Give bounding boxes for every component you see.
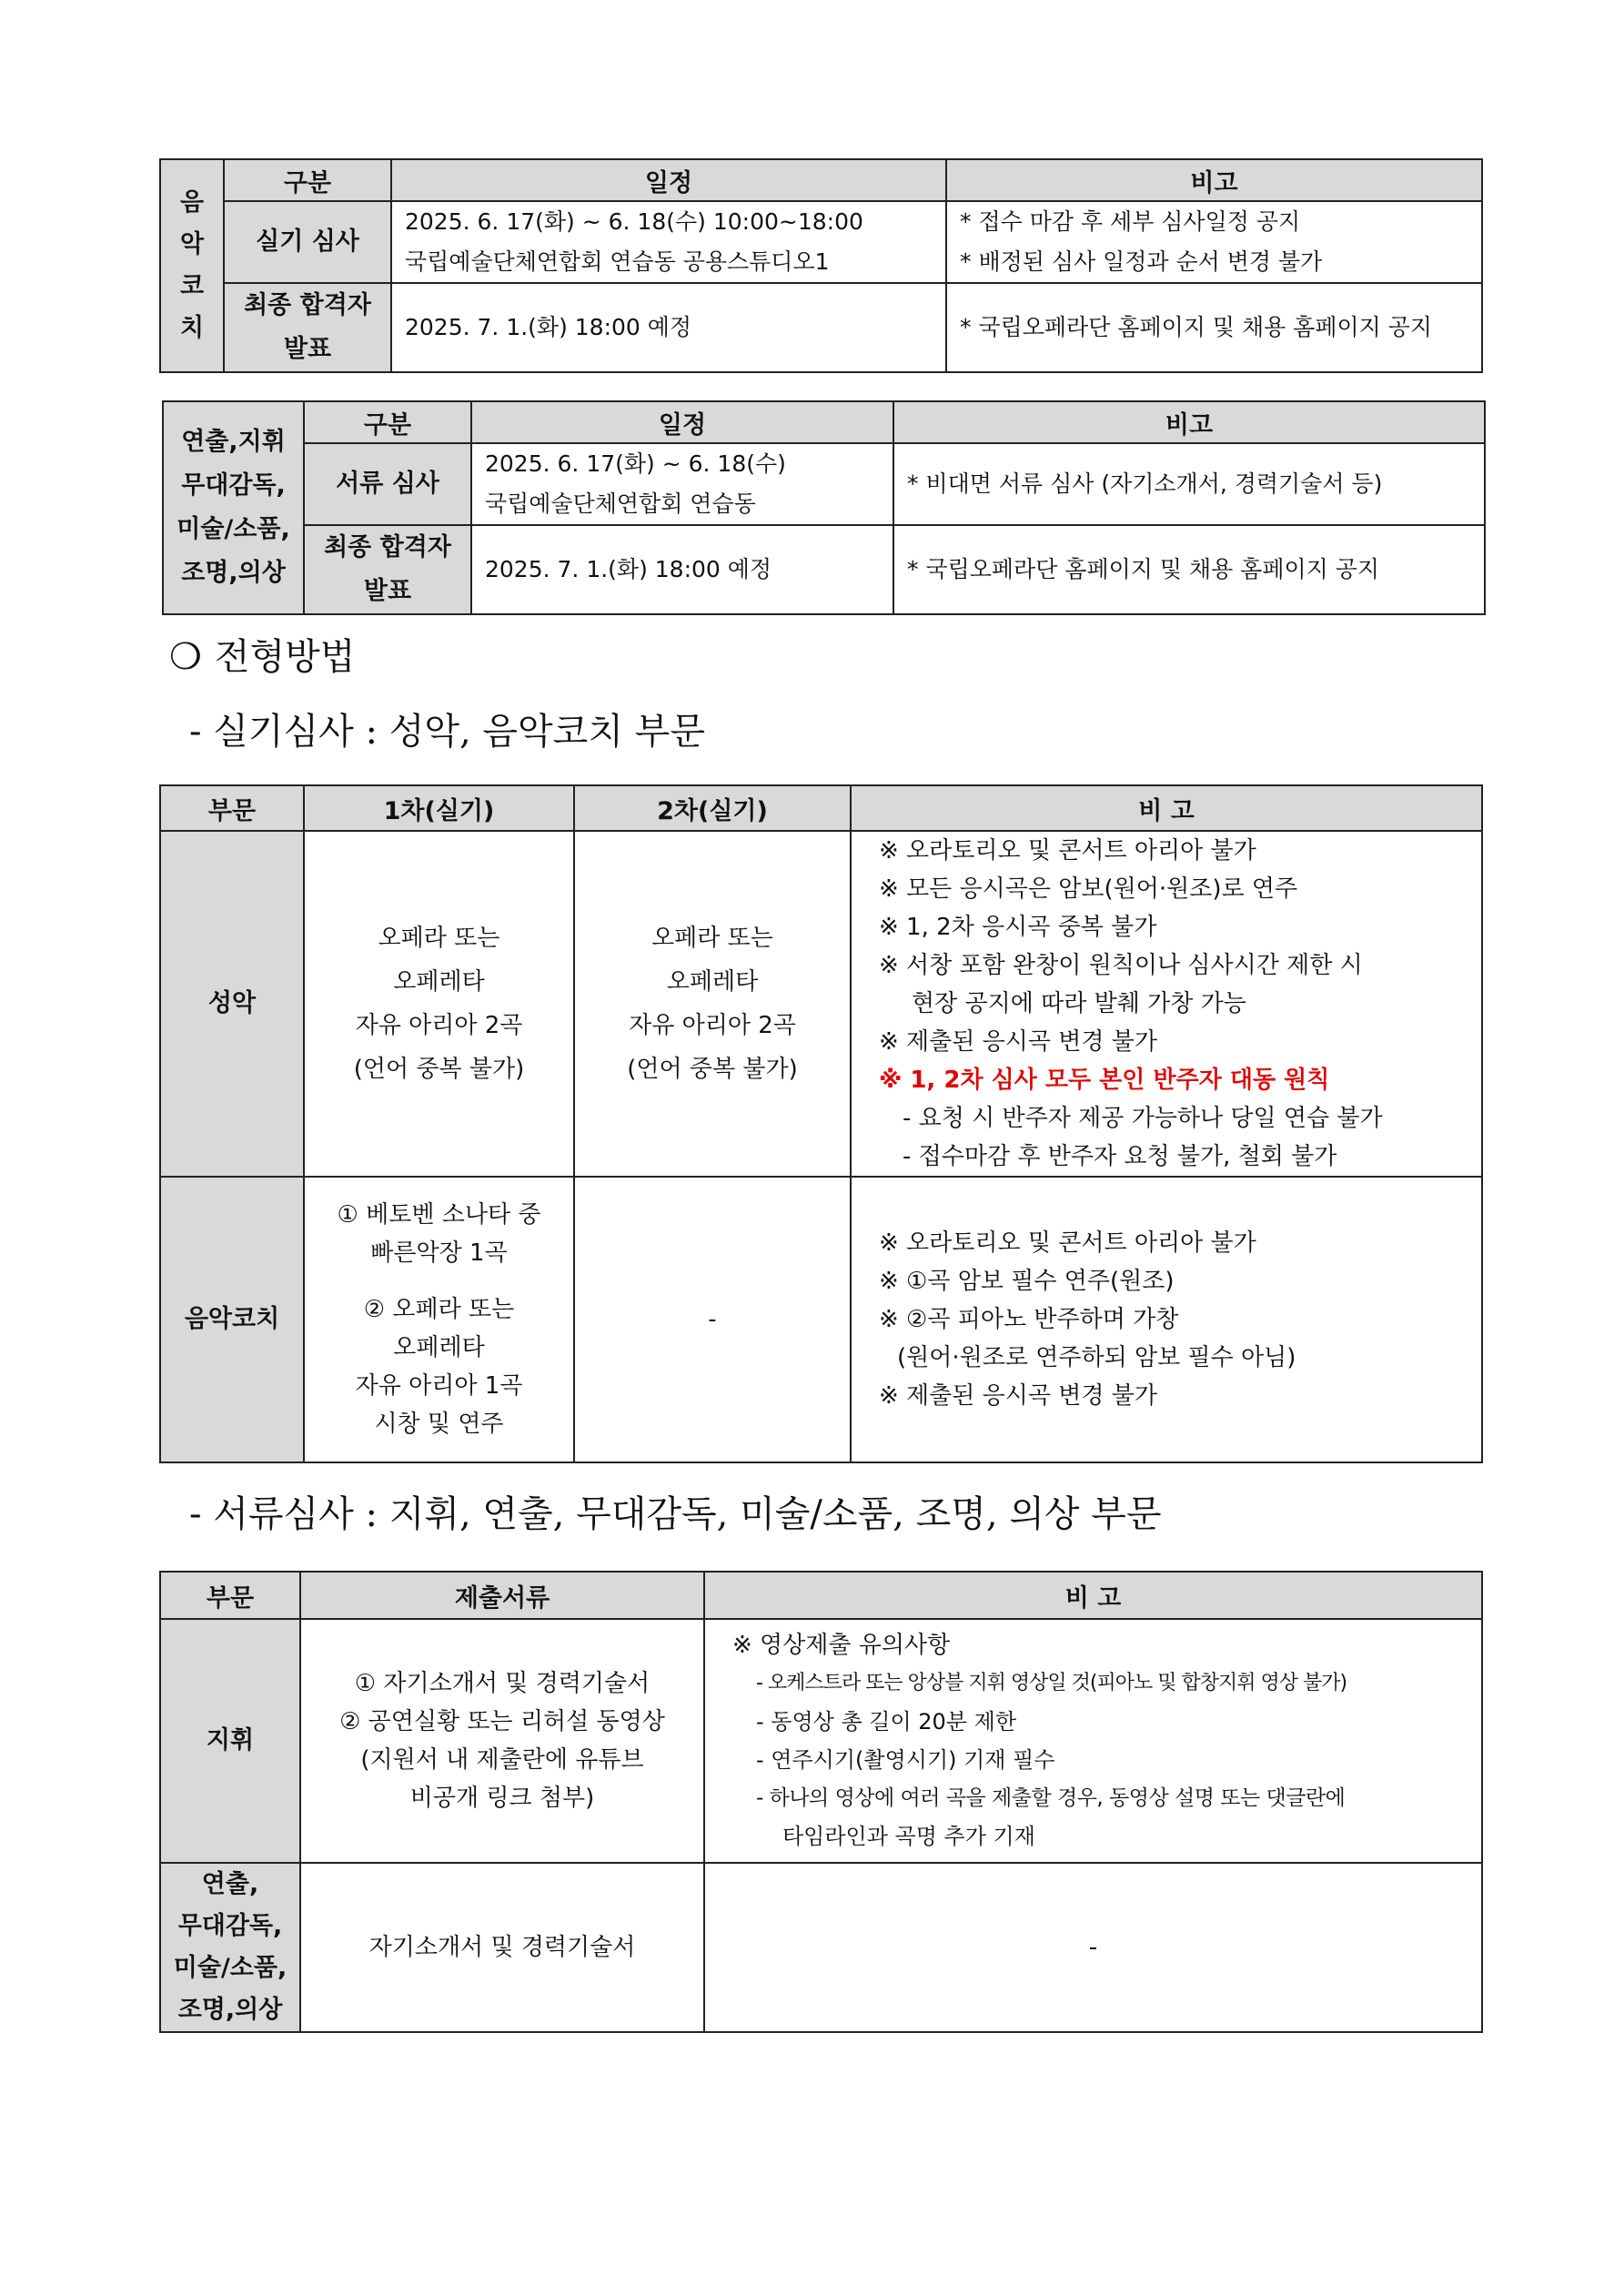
header-notes: 비고 bbox=[946, 159, 1482, 201]
side-label bbox=[163, 401, 304, 614]
note-line: ※ ①곡 암보 필수 연주(원조) bbox=[879, 1268, 1175, 1295]
subheading-documents: - 서류심사 : 지휘, 연출, 무대감독, 미술/소품, 조명, 의상 부문 bbox=[189, 1493, 1162, 1535]
notes-cell bbox=[946, 201, 1482, 283]
row-label-final bbox=[224, 283, 391, 372]
row-label-line: 최종 합격자 bbox=[244, 291, 371, 319]
note-line: - 연주시기(촬영시기) 기재 필수 bbox=[756, 1747, 1055, 1773]
note-line-emphasis: ※ 1, 2차 심사 모두 본인 반주자 대동 원칙 bbox=[879, 1067, 1330, 1094]
row-label-line: 발표 bbox=[363, 577, 412, 605]
note-line: ※ 오라토리오 및 콘서트 아리아 불가 bbox=[879, 1229, 1256, 1257]
label-line: 미술/소품, bbox=[173, 1954, 287, 1982]
note-line: ※ 제출된 응시곡 변경 불가 bbox=[879, 1028, 1158, 1056]
schedule-line: 2025. 6. 17(화) ~ 6. 18(수) bbox=[485, 450, 786, 477]
schedule-table-music-coach bbox=[159, 158, 1483, 373]
label-line: 연출, bbox=[201, 1870, 259, 1898]
conductor-docs-cell bbox=[300, 1619, 704, 1863]
note-line: * 접수 마감 후 세부 심사일정 공지 bbox=[960, 208, 1301, 235]
header-notes: 비 고 bbox=[851, 785, 1482, 831]
note-line: 현장 공지에 따라 발췌 가창 가능 bbox=[912, 990, 1246, 1017]
schedule-cell bbox=[391, 201, 946, 283]
schedule-cell: 2025. 7. 1.(화) 18:00 예정 bbox=[471, 525, 893, 614]
row-label-line: 발표 bbox=[283, 335, 332, 363]
doc-line: 비공개 링크 첨부) bbox=[409, 1785, 595, 1812]
header-category: 구분 bbox=[304, 401, 471, 443]
subheading-practical: - 실기심사 : 성악, 음악코치 부문 bbox=[189, 711, 705, 753]
note-line: ※ 오라토리오 및 콘서트 아리아 불가 bbox=[879, 837, 1256, 865]
coach-round1-cell bbox=[304, 1177, 574, 1462]
note-line: ※ 서창 포함 완창이 원칙이나 심사시간 제한 시 bbox=[879, 952, 1363, 979]
notes-cell: * 비대면 서류 심사 (자기소개서, 경력기술서 등) bbox=[893, 443, 1485, 525]
section-heading bbox=[169, 628, 355, 680]
practical-exam-table bbox=[159, 784, 1483, 1463]
note-line: ※ 1, 2차 응시곡 중복 불가 bbox=[879, 914, 1157, 941]
label-line: 무대감독, bbox=[177, 1912, 283, 1940]
header-documents: 제출서류 bbox=[300, 1572, 704, 1619]
schedule-line: 국립예술단체연합회 연습동 공용스튜디오1 bbox=[405, 248, 830, 275]
round-line: 오페레타 bbox=[666, 968, 759, 996]
circle-bullet-icon: ❍ bbox=[169, 636, 202, 678]
header-division: 부문 bbox=[160, 1572, 300, 1619]
note-line: 타임라인과 곡명 추가 기재 bbox=[782, 1824, 1035, 1849]
note-line: - 하나의 영상에 여러 곡을 제출할 경우, 동영상 설명 또는 댓글란에 bbox=[756, 1786, 1346, 1810]
label-line: 조명,의상 bbox=[177, 1996, 283, 2024]
vocal-notes-cell bbox=[851, 831, 1482, 1177]
round-line: 오페레타 bbox=[393, 1334, 485, 1361]
vocal-round1-cell bbox=[304, 831, 574, 1177]
round-line: ② 오페라 또는 bbox=[363, 1296, 515, 1323]
doc-line: ② 공연실황 또는 리허설 동영상 bbox=[339, 1708, 665, 1735]
row-label-conductor: 지휘 bbox=[160, 1619, 300, 1863]
side-label-line: 미술/소품, bbox=[177, 515, 290, 543]
row-label-audition: 실기 심사 bbox=[224, 201, 391, 283]
round-line: 빠른악장 1곡 bbox=[370, 1239, 508, 1267]
round-line: 자유 아리아 2곡 bbox=[629, 1012, 796, 1039]
header-notes: 비 고 bbox=[704, 1572, 1482, 1619]
note-line: * 배정된 심사 일정과 순서 변경 불가 bbox=[960, 248, 1323, 275]
round-line: 오페레타 bbox=[393, 968, 485, 996]
coach-round2-cell: - bbox=[574, 1177, 851, 1462]
header-round2: 2차(실기) bbox=[574, 785, 851, 831]
round-line: 자유 아리아 2곡 bbox=[355, 1012, 523, 1039]
schedule-line: 2025. 6. 17(화) ~ 6. 18(수) 10:00~18:00 bbox=[405, 208, 863, 235]
round-line: 시창 및 연주 bbox=[374, 1411, 504, 1438]
note-line: (원어·원조로 연주하되 암보 필수 아님) bbox=[897, 1344, 1296, 1371]
note-line: ※ 모든 응시곡은 암보(원어·원조)로 연주 bbox=[879, 875, 1298, 903]
schedule-line: 국립예술단체연합회 연습동 bbox=[485, 491, 756, 517]
sub-note-line: - 요청 시 반주자 제공 가능하나 당일 연습 불가 bbox=[903, 1105, 1383, 1132]
row-label-documents: 서류 심사 bbox=[304, 443, 471, 525]
notes-cell: * 국립오페라단 홈페이지 및 채용 홈페이지 공지 bbox=[946, 283, 1482, 372]
row-label-line: 최종 합격자 bbox=[324, 533, 451, 561]
header-schedule: 일정 bbox=[471, 401, 893, 443]
note-line: - 동영상 총 길이 20분 제한 bbox=[756, 1709, 1016, 1735]
round-line: (언어 중복 불가) bbox=[353, 1056, 525, 1083]
row-label-music-coach: 음악코치 bbox=[160, 1177, 304, 1462]
section-title: 전형방법 bbox=[214, 636, 356, 678]
round-line: 자유 아리아 1곡 bbox=[355, 1372, 523, 1400]
row-label-vocal: 성악 bbox=[160, 831, 304, 1177]
note-title: ※ 영상제출 유의사항 bbox=[732, 1632, 951, 1659]
others-notes-cell: - bbox=[704, 1863, 1482, 2032]
note-line: ※ 제출된 응시곡 변경 불가 bbox=[879, 1382, 1158, 1410]
sub-note-line: - 접수마감 후 반주자 요청 불가, 철회 불가 bbox=[903, 1143, 1337, 1170]
notes-cell: * 국립오페라단 홈페이지 및 채용 홈페이지 공지 bbox=[893, 525, 1485, 614]
round-line: 오페라 또는 bbox=[378, 925, 500, 952]
header-schedule: 일정 bbox=[391, 159, 946, 201]
row-label-others bbox=[160, 1863, 300, 2032]
schedule-table-staff bbox=[162, 400, 1486, 615]
side-label-line: 연출,지휘 bbox=[181, 428, 286, 456]
side-label-line: 무대감독, bbox=[181, 471, 286, 500]
header-notes: 비고 bbox=[893, 401, 1485, 443]
document-exam-table bbox=[159, 1571, 1483, 2033]
conductor-notes-cell bbox=[704, 1619, 1482, 1863]
side-label-line: 조명,의상 bbox=[181, 559, 286, 587]
schedule-cell bbox=[471, 443, 893, 525]
note-line: ※ ②곡 피아노 반주하며 가창 bbox=[879, 1306, 1179, 1333]
row-label-final bbox=[304, 525, 471, 614]
round-line: ① 베토벤 소나타 중 bbox=[337, 1201, 541, 1229]
coach-notes-cell bbox=[851, 1177, 1482, 1462]
side-label bbox=[160, 159, 224, 372]
side-label-text: 음악코치 bbox=[179, 188, 205, 342]
header-division: 부문 bbox=[160, 785, 304, 831]
header-category: 구분 bbox=[224, 159, 391, 201]
doc-line: ① 자기소개서 및 경력기술서 bbox=[354, 1670, 651, 1697]
round-line: 오페라 또는 bbox=[651, 925, 773, 952]
vocal-round2-cell bbox=[574, 831, 851, 1177]
schedule-cell: 2025. 7. 1.(화) 18:00 예정 bbox=[391, 283, 946, 372]
header-round1: 1차(실기) bbox=[304, 785, 574, 831]
round-line: (언어 중복 불가) bbox=[627, 1056, 798, 1083]
doc-line: (지원서 내 제출란에 유튜브 bbox=[360, 1746, 644, 1774]
note-line: - 오케스트라 또는 앙상블 지휘 영상일 것(피아노 및 합창지휘 영상 불가) bbox=[756, 1672, 1347, 1694]
others-docs-cell: 자기소개서 및 경력기술서 bbox=[300, 1863, 704, 2032]
